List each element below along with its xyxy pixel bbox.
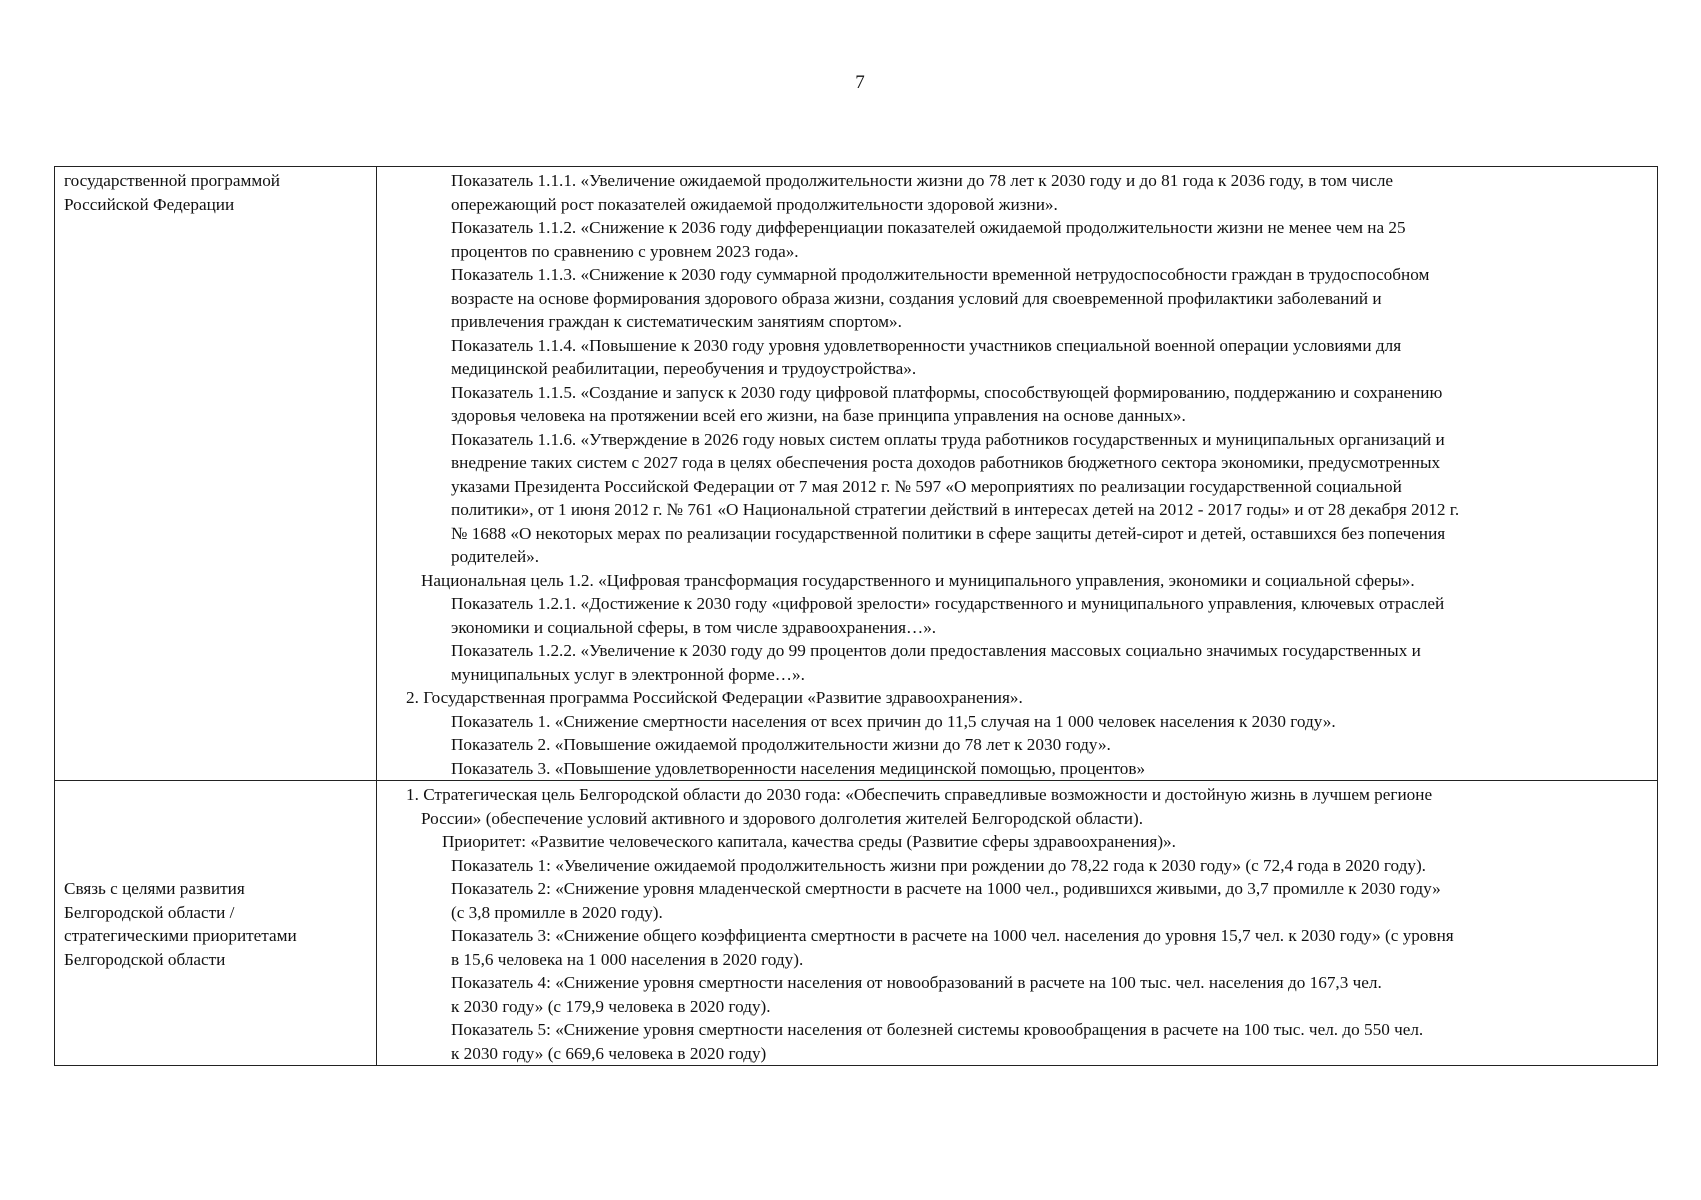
row-label-line: стратегическими приоритетами <box>64 926 297 945</box>
row-label-line: государственной программой <box>64 171 280 190</box>
content-line: политики», от 1 июня 2012 г. № 761 «О Национальной стратегии действий в интересах детей на 2012 - 2017 годы» и от 28 декабря 2012 г. <box>451 500 1460 519</box>
content-line: медицинской реабилитации, переобучения и трудоустройства». <box>451 359 917 378</box>
content-line: родителей». <box>451 547 540 566</box>
content-line: Национальная цель 1.2. «Цифровая трансформация государственного и муниципального управления, экономики и социальной сферы». <box>421 570 1415 590</box>
content-line: Показатель 1. «Снижение смертности населения от всех причин до 11,5 случая на 1 000 человек населения к 2030 году». <box>451 711 1336 731</box>
content-line: Показатель 1.1.5. «Создание и запуск к 2030 году цифровой платформы, способствующей формированию, поддержанию и сохранению <box>451 382 1443 402</box>
table-row <box>55 167 1658 781</box>
page-number: 7 <box>855 72 865 93</box>
row-label-cell <box>55 167 377 781</box>
content-line: 2. Государственная программа Российской Федерации «Развитие здравоохранения». <box>406 688 1023 707</box>
content-line: Показатель 3: «Снижение общего коэффициента смертности в расчете на 1000 чел. населения до уровня 15,7 чел. к 2030 году» (с уровня <box>451 926 1454 945</box>
content-line: Показатель 1.2.2. «Увеличение к 2030 году до 99 процентов доли предоставления массовых социально значимых государственных и <box>451 641 1421 660</box>
content-line: внедрение таких систем с 2027 года в целях обеспечения роста доходов работников бюджетного сектора экономики, предусмотренных <box>451 453 1441 472</box>
content-line: указами Президента Российской Федерации от 7 мая 2012 г. № 597 «О мероприятиях по реализации государственной социальной <box>451 476 1402 496</box>
content-line: Показатель 1.1.3. «Снижение к 2030 году суммарной продолжительности временной нетрудоспособности граждан в трудоспособном <box>451 265 1430 284</box>
row-content-cell <box>377 167 1658 781</box>
content-line: привлечения граждан к систематическим занятиям спортом». <box>451 312 902 331</box>
content-line: муниципальных услуг в электронной форме…». <box>451 664 805 684</box>
document-table <box>54 166 1658 1066</box>
content-line: Показатель 1.1.2. «Снижение к 2036 году дифференциации показателей ожидаемой продолжительности жизни не менее чем на 25 <box>451 218 1406 237</box>
content-line: Показатель 1: «Увеличение ожидаемой продолжительность жизни при рождении до 78,22 года к 2030 году» (с 72,4 года в 2020 году). <box>451 855 1426 875</box>
content-line: здоровья человека на протяжении всей его жизни, на базе принципа управления на основе данных». <box>451 406 1186 425</box>
content-line: Показатель 3. «Повышение удовлетворенности населения медицинской помощью, процентов» <box>451 758 1146 778</box>
content-line: России» (обеспечение условий активного и здорового долголетия жителей Белгородской области). <box>421 808 1143 828</box>
row-label-line: Связь с целями развития <box>64 879 245 898</box>
content-line: (с 3,8 промилле в 2020 году). <box>451 902 663 922</box>
content-line: процентов по сравнению с уровнем 2023 года». <box>451 241 799 261</box>
row-content-cell <box>377 781 1658 1066</box>
row-label-cell <box>55 781 377 1066</box>
content-line: в 15,6 человека на 1 000 населения в 2020 году). <box>451 949 804 969</box>
content-line: экономики и социальной сферы, в том числе здравоохранения…». <box>451 617 937 637</box>
row-label-line: Белгородской области <box>64 949 226 969</box>
content-line: Показатель 1.1.6. «Утверждение в 2026 году новых систем оплаты труда работников государственных и муниципальных организаций и <box>451 429 1445 449</box>
content-line: к 2030 году» (с 669,6 человека в 2020 году) <box>451 1043 767 1063</box>
content-line: № 1688 «О некоторых мерах по реализации государственной политики в сфере защиты детей-сирот и детей, оставшихся без попечения <box>451 523 1446 543</box>
content-line: Приоритет: «Развитие человеческого капитала, качества среды (Развитие сферы здравоохранения)». <box>442 832 1176 851</box>
content-line: возрасте на основе формирования здорового образа жизни, создания условий для своевременной профилактики заболеваний и <box>451 288 1382 308</box>
content-line: Показатель 2. «Повышение ожидаемой продолжительности жизни до 78 лет к 2030 году». <box>451 735 1111 754</box>
content-line: Показатель 4: «Снижение уровня смертности населения от новообразований в расчете на 100 тыс. чел. населения до 167,3 чел. <box>451 973 1382 992</box>
content-line: опережающий рост показателей ожидаемой продолжительности здоровой жизни». <box>451 194 1058 214</box>
row-label-line: Российской Федерации <box>64 194 235 214</box>
content-line: Показатель 1.1.4. «Повышение к 2030 году уровня удовлетворенности участников специальной военной операции условиями для <box>451 335 1402 355</box>
content-line: Показатель 1.2.1. «Достижение к 2030 году «цифровой зрелости» государственного и муниципального управления, ключевых отраслей <box>451 594 1445 613</box>
content-line: к 2030 году» (с 179,9 человека в 2020 году). <box>451 996 771 1016</box>
row-label-line: Белгородской области / <box>64 902 235 922</box>
content-line: Показатель 2: «Снижение уровня младенческой смертности в расчете на 1000 чел., родившихся живыми, до 3,7 промилле к 2030 году» <box>451 879 1441 898</box>
content-line: Показатель 1.1.1. «Увеличение ожидаемой продолжительности жизни до 78 лет к 2030 году и до 81 года к 2036 году, в том числе <box>451 171 1394 190</box>
table-row <box>55 781 1658 1066</box>
content-line: Показатель 5: «Снижение уровня смертности населения от болезней системы кровообращения в расчете на 100 тыс. чел. до 550 чел. <box>451 1020 1424 1039</box>
content-line: 1. Стратегическая цель Белгородской области до 2030 года: «Обеспечить справедливые возможности и достойную жизнь в лучшем регионе <box>406 785 1433 804</box>
